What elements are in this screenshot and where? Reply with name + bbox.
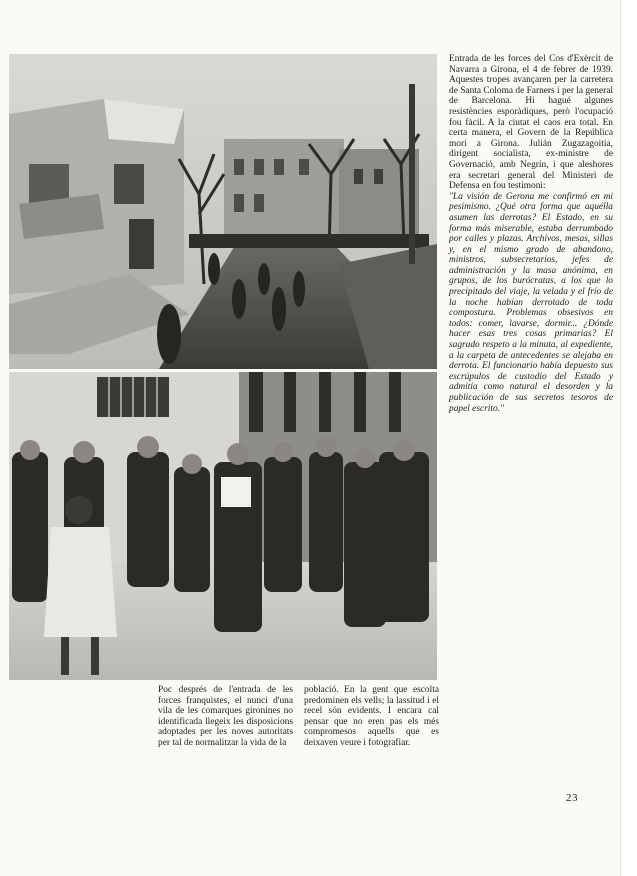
page-number: 23 [566, 792, 578, 804]
caption-bottom-col2: població. En la gent que escolta predominen els vells; la lassitud i el recel són evidents. I encara cal pensar que no eren pas els més compromesos aquells que es deixaven veure i fotografiar. [304, 685, 439, 748]
page-edge [620, 0, 637, 876]
photo-town-crier-image [9, 372, 437, 680]
caption-top-lead: Entrada de les forces del Cos d'Exèrcit de Navarra a Girona, el 4 de febrer de 1939. Aquestes tropes avançaren per la carretera de Santa Coloma de Farners i per la general de Barcelona. Hi hagué algunes resistències esporàdiques, però l'ocupació fou fàcil. A la ciutat el caos era total. En certa manera, el Govern de la República morí a Girona. Julián Zugazagoitia, dirigent socialista, ex-ministre de Governació, amb Negrín, i que aleshores era secretari general del Ministeri de Defensa en fou testimoni: [449, 54, 614, 192]
photo-troops-entering-girona [9, 54, 437, 369]
caption-bottom-col1: Poc després de l'entrada de les forces franquistes, el nunci d'una vila de les comarques gironines no identificada llegeix les disposicions adoptades per les noves autoritats per tal de normalitzar la vida de la [158, 685, 293, 748]
caption-top-photo [449, 54, 613, 414]
photo-town-crier [9, 372, 437, 680]
caption-top-quote: "La visión de Gerona me confirmó en mi pesimismo. ¿Qué otra forma que aquélla asumen las derrotas? El Estado, en su forma más miserable, estaba derrumbado por calles y plazas. Archivos, mesas, sillas y, en el mismo grado de abandono, ministros, subsecretarios, jefes de administración y la masa anónima, en grupos, de los burócratas, a los que lo precipitado del viaje, la velada y el frío de la noche habían derrotado de toda compostura. Problemas obsesivos en todos: comer, lavarse, dormir... ¿Dónde hacer esas tres cosas primarias? El sagrado respeto a la minuta, al expediente, a la carpeta de antecedentes se alejaba en derrota. El funcionario había depuesto sus escrúpulos de custodio del Estado y admitía como natural el desorden y la publicación de sus secretos tesoros de papel escrito." [449, 191, 613, 414]
photo-troops-entering-girona-image [9, 54, 437, 369]
